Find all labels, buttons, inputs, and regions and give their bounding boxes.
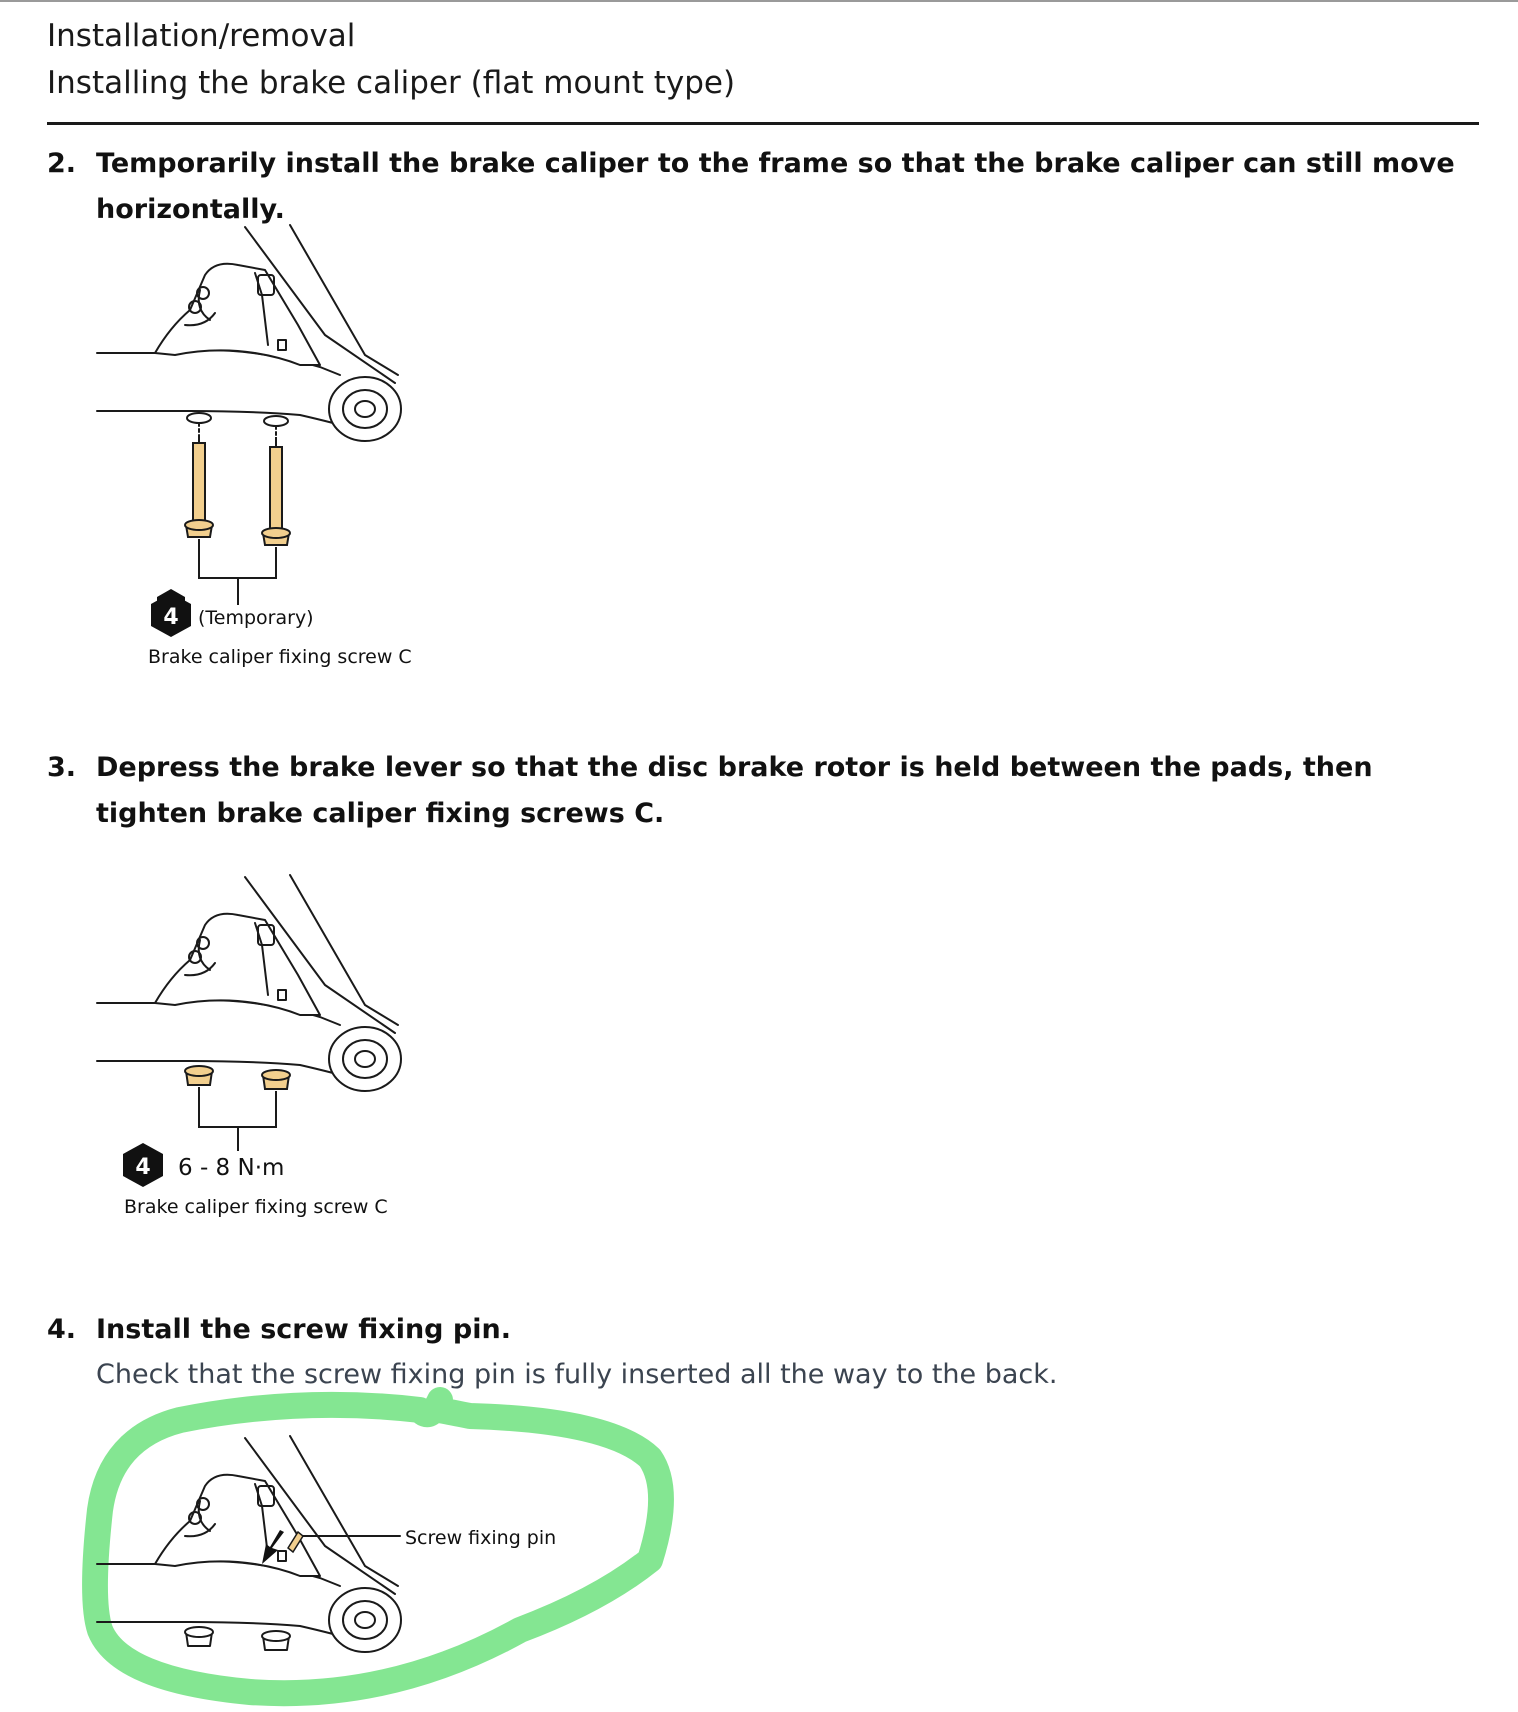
step-2-figure: [0, 215, 520, 685]
step-2-number: 2.: [47, 148, 77, 179]
step-3-number: 3.: [47, 752, 77, 783]
step-4-callout: Screw fixing pin: [405, 1527, 557, 1549]
step-3-torque-label: 6 - 8 N·m: [178, 1155, 285, 1181]
step-4-number: 4.: [47, 1314, 77, 1345]
top-border: [0, 0, 1518, 2]
step-3-tool-badge: 4: [135, 1155, 151, 1180]
step-2-tool-badge: 4: [163, 605, 179, 630]
step-2-caption: Brake caliper fixing screw C: [148, 646, 412, 668]
page-title: Installing the brake caliper (flat mount type): [47, 65, 736, 101]
section-title: Installation/removal: [47, 18, 356, 54]
header-divider: [47, 122, 1479, 125]
step-2-text: Temporarily install the brake caliper to the frame so that the brake caliper can still move horizontally.: [96, 148, 1455, 225]
step-4-figure: [0, 1390, 700, 1712]
step-4-note: Check that the screw fixing pin is fully inserted all the way to the back.: [96, 1359, 1058, 1390]
step-2-torque-label: (Temporary): [198, 607, 314, 629]
step-4-text: Install the screw fixing pin.: [96, 1314, 511, 1345]
step-3-text: Depress the brake lever so that the disc brake rotor is held between the pads, then tighten brake caliper fixing screws C.: [96, 752, 1373, 829]
step-3-figure: [0, 865, 520, 1225]
step-3-caption: Brake caliper fixing screw C: [124, 1196, 388, 1218]
